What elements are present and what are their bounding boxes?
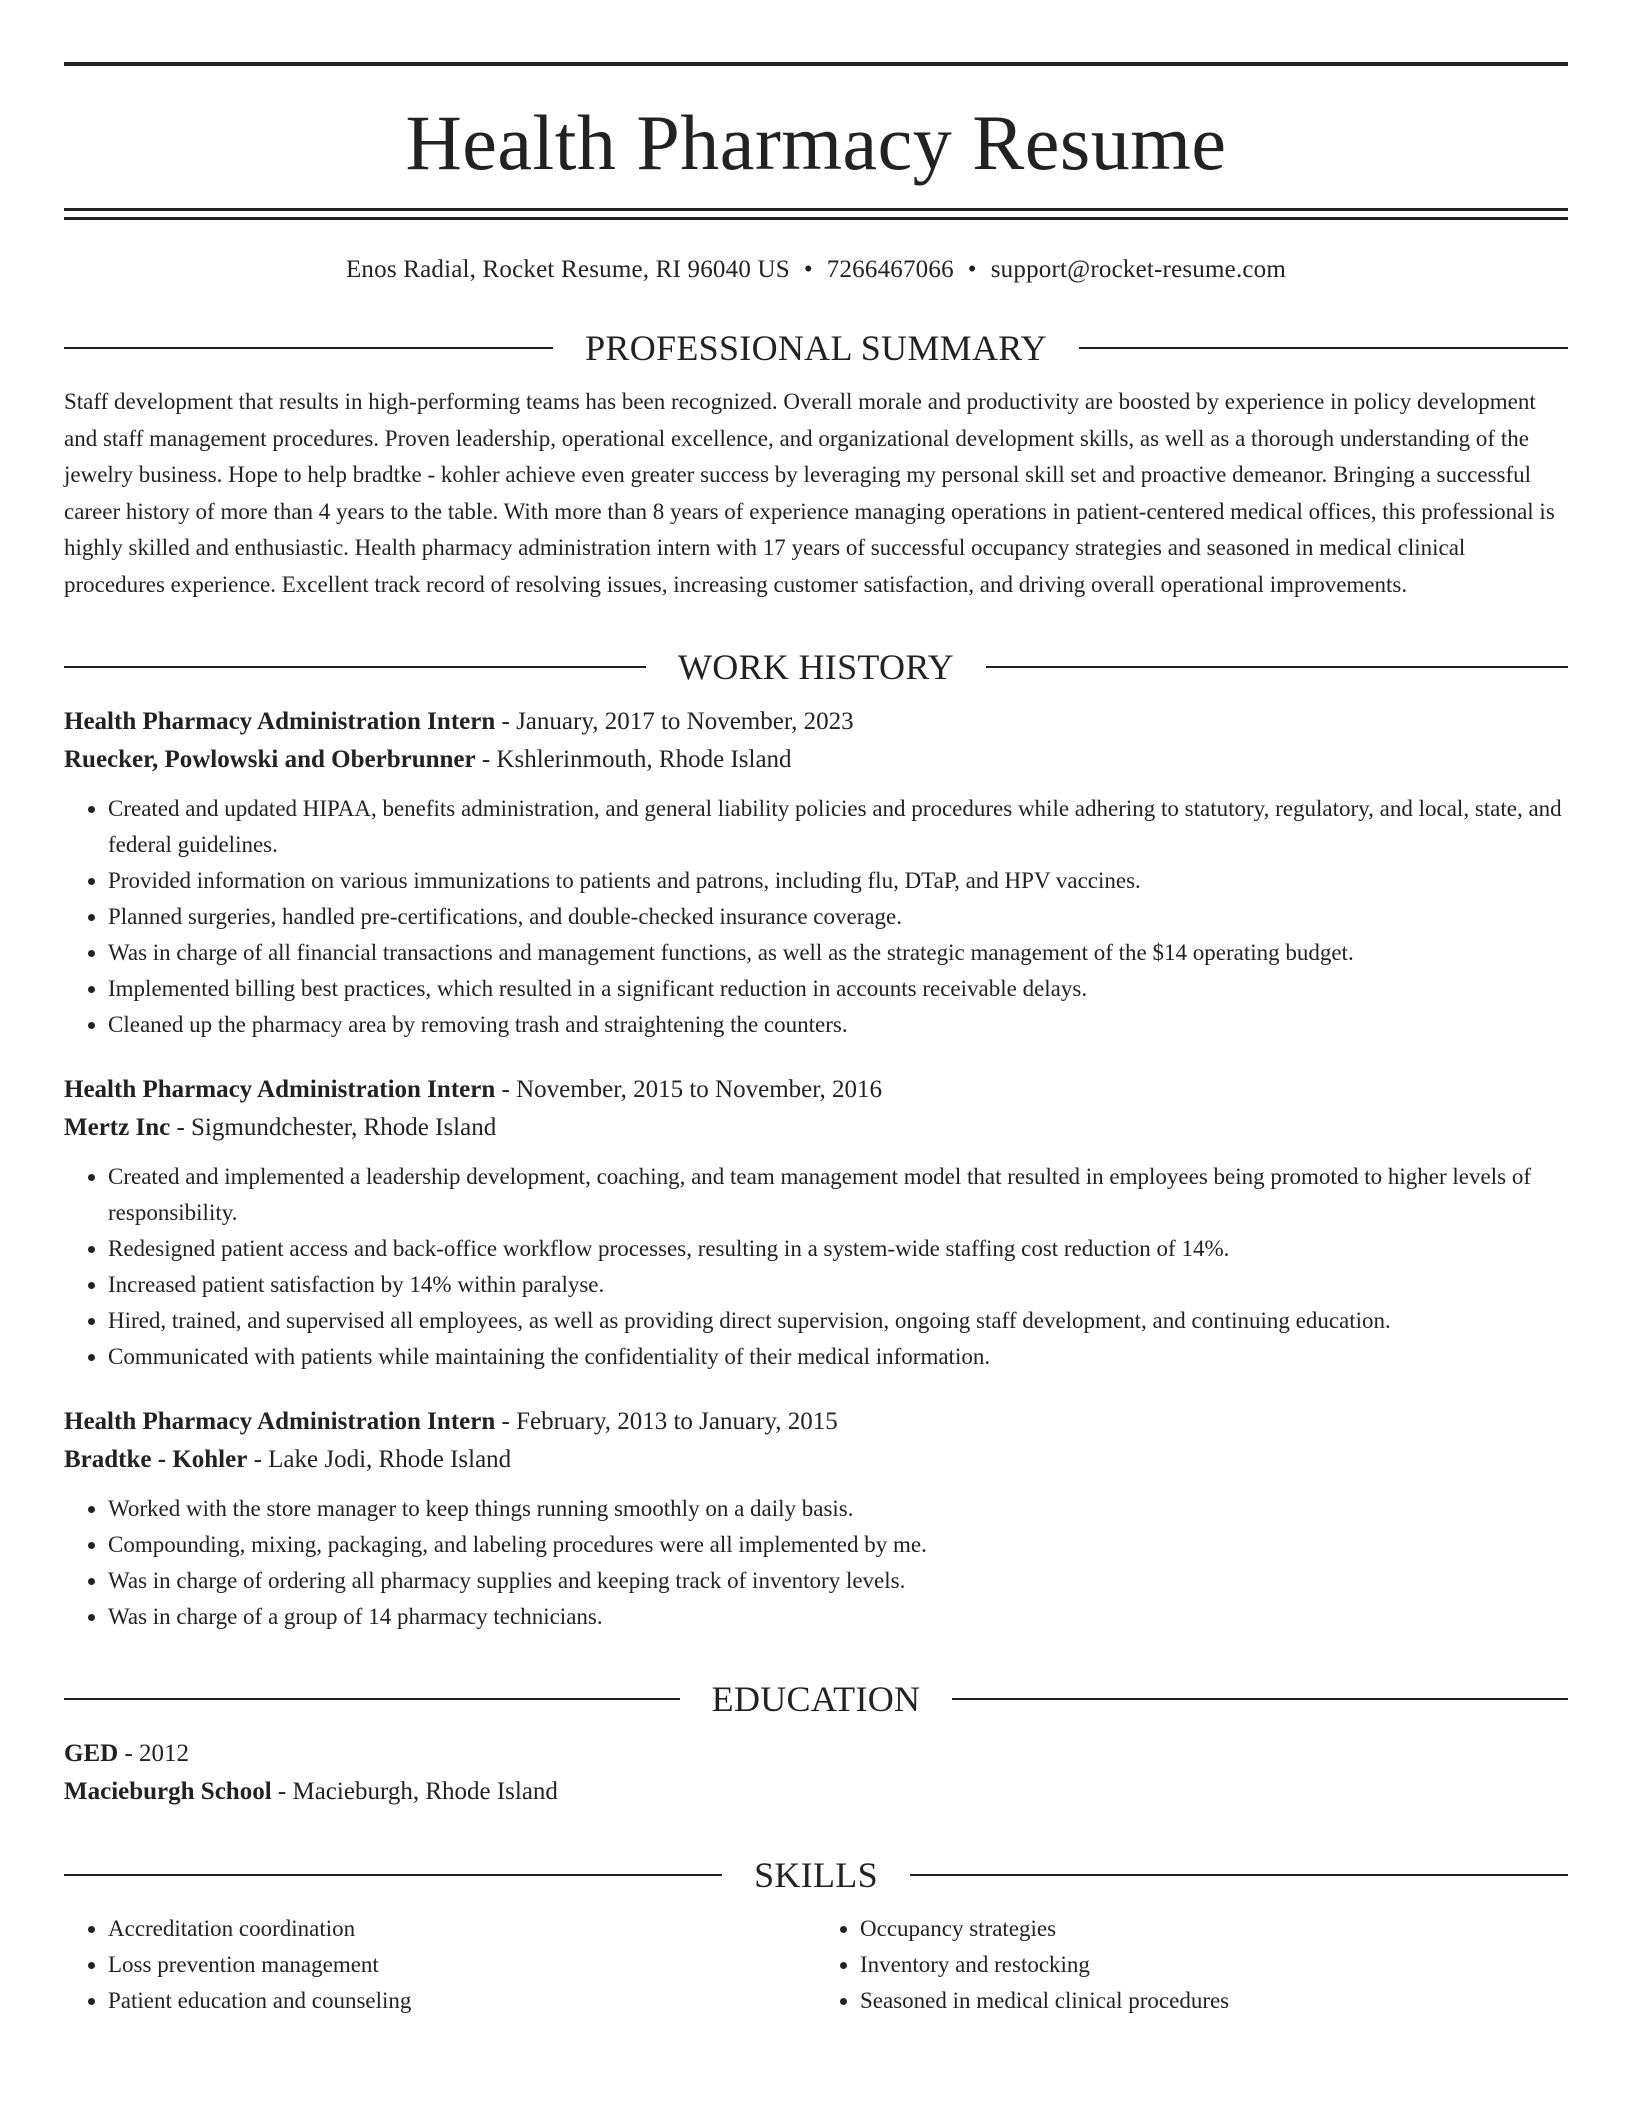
education-degree-line xyxy=(64,1735,1568,1773)
education-school: Macieburgh School xyxy=(64,1778,272,1805)
top-rule xyxy=(64,62,1568,66)
job-company-line xyxy=(64,741,1568,779)
job-bullets xyxy=(64,1491,1568,1635)
section-heading-work xyxy=(64,649,1568,685)
list-item: • Occupancy strategies xyxy=(860,1911,1568,1947)
list-item: • Seasoned in medical clinical procedures xyxy=(860,1983,1568,2019)
list-item: • Loss prevention management xyxy=(108,1947,816,1983)
section-title: PROFESSIONAL SUMMARY xyxy=(585,328,1047,368)
list-item: • Created and updated HIPAA, benefits administration, and general liability policies and procedures while adhering to statutory, regulatory, and local, state, and federal guidelines. xyxy=(108,791,1568,863)
list-item: • Was in charge of ordering all pharmacy supplies and keeping track of inventory levels. xyxy=(108,1563,1568,1599)
job-title-line xyxy=(64,1403,1568,1441)
job-bullets xyxy=(64,791,1568,1043)
section-heading-skills xyxy=(64,1857,1568,1893)
heading-rule xyxy=(64,1874,722,1876)
list-item: • Increased patient satisfaction by 14% within paralyse. xyxy=(108,1267,1568,1303)
job-location: - Sigmundchester, Rhode Island xyxy=(170,1114,497,1141)
resume-page xyxy=(64,62,1568,2019)
job-entry xyxy=(64,1403,1568,1635)
list-item: • Communicated with patients while maintaining the confidentiality of their medical information. xyxy=(108,1339,1568,1375)
job-company: Mertz Inc xyxy=(64,1114,171,1141)
summary-text: Staff development that results in high-performing teams has been recognized. Overall morale and productivity are boosted by experience in policy development and staff management procedures. Proven leadership, operational excellence, and organizational development skills, as well as a thorough understanding of the jewelry business. Hope to help bradtke - kohler achieve even greater success by leveraging my personal skill set and proactive demeanor. Bringing a successful career history of more than 4 years to the table. With more than 8 years of experience managing operations in patient-centered medical offices, this professional is highly skilled and enthusiastic. Health pharmacy administration intern with 17 years of successful occupancy strategies and seasoned in medical clinical procedures experience. Excellent track record of resolving issues, increasing customer satisfaction, and driving overall operational improvements. xyxy=(64,389,1555,597)
section-heading-summary xyxy=(64,330,1568,366)
heading-rule xyxy=(1079,347,1568,349)
job-company-line xyxy=(64,1441,1568,1479)
contact-phone: 7266467066 xyxy=(826,256,954,283)
contact-line xyxy=(64,256,1568,284)
job-entry xyxy=(64,1071,1568,1375)
job-title: Health Pharmacy Administration Intern xyxy=(64,1408,496,1435)
education-degree: GED xyxy=(64,1740,119,1767)
list-item: • Redesigned patient access and back-office workflow processes, resulting in a system-wide staffing cost reduction of 14%. xyxy=(108,1231,1568,1267)
job-location: - Kshlerinmouth, Rhode Island xyxy=(475,746,792,773)
skills-list xyxy=(64,1911,1568,2019)
job-title: Health Pharmacy Administration Intern xyxy=(64,708,496,735)
contact-separator: • xyxy=(803,256,813,283)
list-item: • Accreditation coordination xyxy=(108,1911,816,1947)
title-rule-second xyxy=(64,217,1568,220)
skills-column-left xyxy=(64,1911,816,2019)
section-title: SKILLS xyxy=(754,1855,878,1895)
job-company: Bradtke - Kohler xyxy=(64,1446,248,1473)
skills-column-right xyxy=(816,1911,1568,2019)
section-title: EDUCATION xyxy=(711,1679,921,1719)
job-title-line xyxy=(64,703,1568,741)
list-item: • Provided information on various immunizations to patients and patrons, including flu, DTaP, and HPV vaccines. xyxy=(108,863,1568,899)
job-dates: - February, 2013 to January, 2015 xyxy=(495,1408,838,1435)
heading-rule xyxy=(952,1698,1568,1700)
list-item: • Implemented billing best practices, which resulted in a significant reduction in accounts receivable delays. xyxy=(108,971,1568,1007)
education-year: - 2012 xyxy=(118,1740,190,1767)
education-location: - Macieburgh, Rhode Island xyxy=(271,1778,558,1805)
list-item: • Inventory and restocking xyxy=(860,1947,1568,1983)
list-item: • Compounding, mixing, packaging, and labeling procedures were all implemented by me. xyxy=(108,1527,1568,1563)
list-item: • Hired, trained, and supervised all employees, as well as providing direct supervision, ongoing staff development, and continuing education. xyxy=(108,1303,1568,1339)
contact-separator: • xyxy=(967,256,977,283)
list-item: • Planned surgeries, handled pre-certifications, and double-checked insurance coverage. xyxy=(108,899,1568,935)
list-item: • Was in charge of a group of 14 pharmacy technicians. xyxy=(108,1599,1568,1635)
heading-rule xyxy=(64,347,553,349)
heading-rule xyxy=(986,666,1568,668)
job-title-line xyxy=(64,1071,1568,1109)
job-entry xyxy=(64,703,1568,1043)
section-heading-education xyxy=(64,1681,1568,1717)
list-item: • Worked with the store manager to keep things running smoothly on a daily basis. xyxy=(108,1491,1568,1527)
list-item: • Created and implemented a leadership development, coaching, and team management model that resulted in employees being promoted to higher levels of responsibility. xyxy=(108,1159,1568,1231)
title-rule xyxy=(64,208,1568,211)
job-dates: - January, 2017 to November, 2023 xyxy=(495,708,854,735)
job-title: Health Pharmacy Administration Intern xyxy=(64,1076,496,1103)
heading-rule xyxy=(910,1874,1568,1876)
heading-rule xyxy=(64,1698,680,1700)
heading-rule xyxy=(64,666,646,668)
page-title: Health Pharmacy Resume xyxy=(405,99,1227,186)
list-item: • Patient education and counseling xyxy=(108,1983,816,2019)
contact-address: Enos Radial, Rocket Resume, RI 96040 US xyxy=(345,256,790,283)
section-title: WORK HISTORY xyxy=(678,647,954,687)
job-location: - Lake Jodi, Rhode Island xyxy=(247,1446,512,1473)
list-item: • Cleaned up the pharmacy area by removing trash and straightening the counters. xyxy=(108,1007,1568,1043)
job-company-line xyxy=(64,1109,1568,1147)
job-dates: - November, 2015 to November, 2016 xyxy=(495,1076,883,1103)
education-school-line xyxy=(64,1773,1568,1811)
job-bullets xyxy=(64,1159,1568,1375)
list-item: • Was in charge of all financial transactions and management functions, as well as the strategic management of the $14 operating budget. xyxy=(108,935,1568,971)
job-company: Ruecker, Powlowski and Oberbrunner xyxy=(64,746,476,773)
contact-email: support@rocket-resume.com xyxy=(990,256,1287,283)
